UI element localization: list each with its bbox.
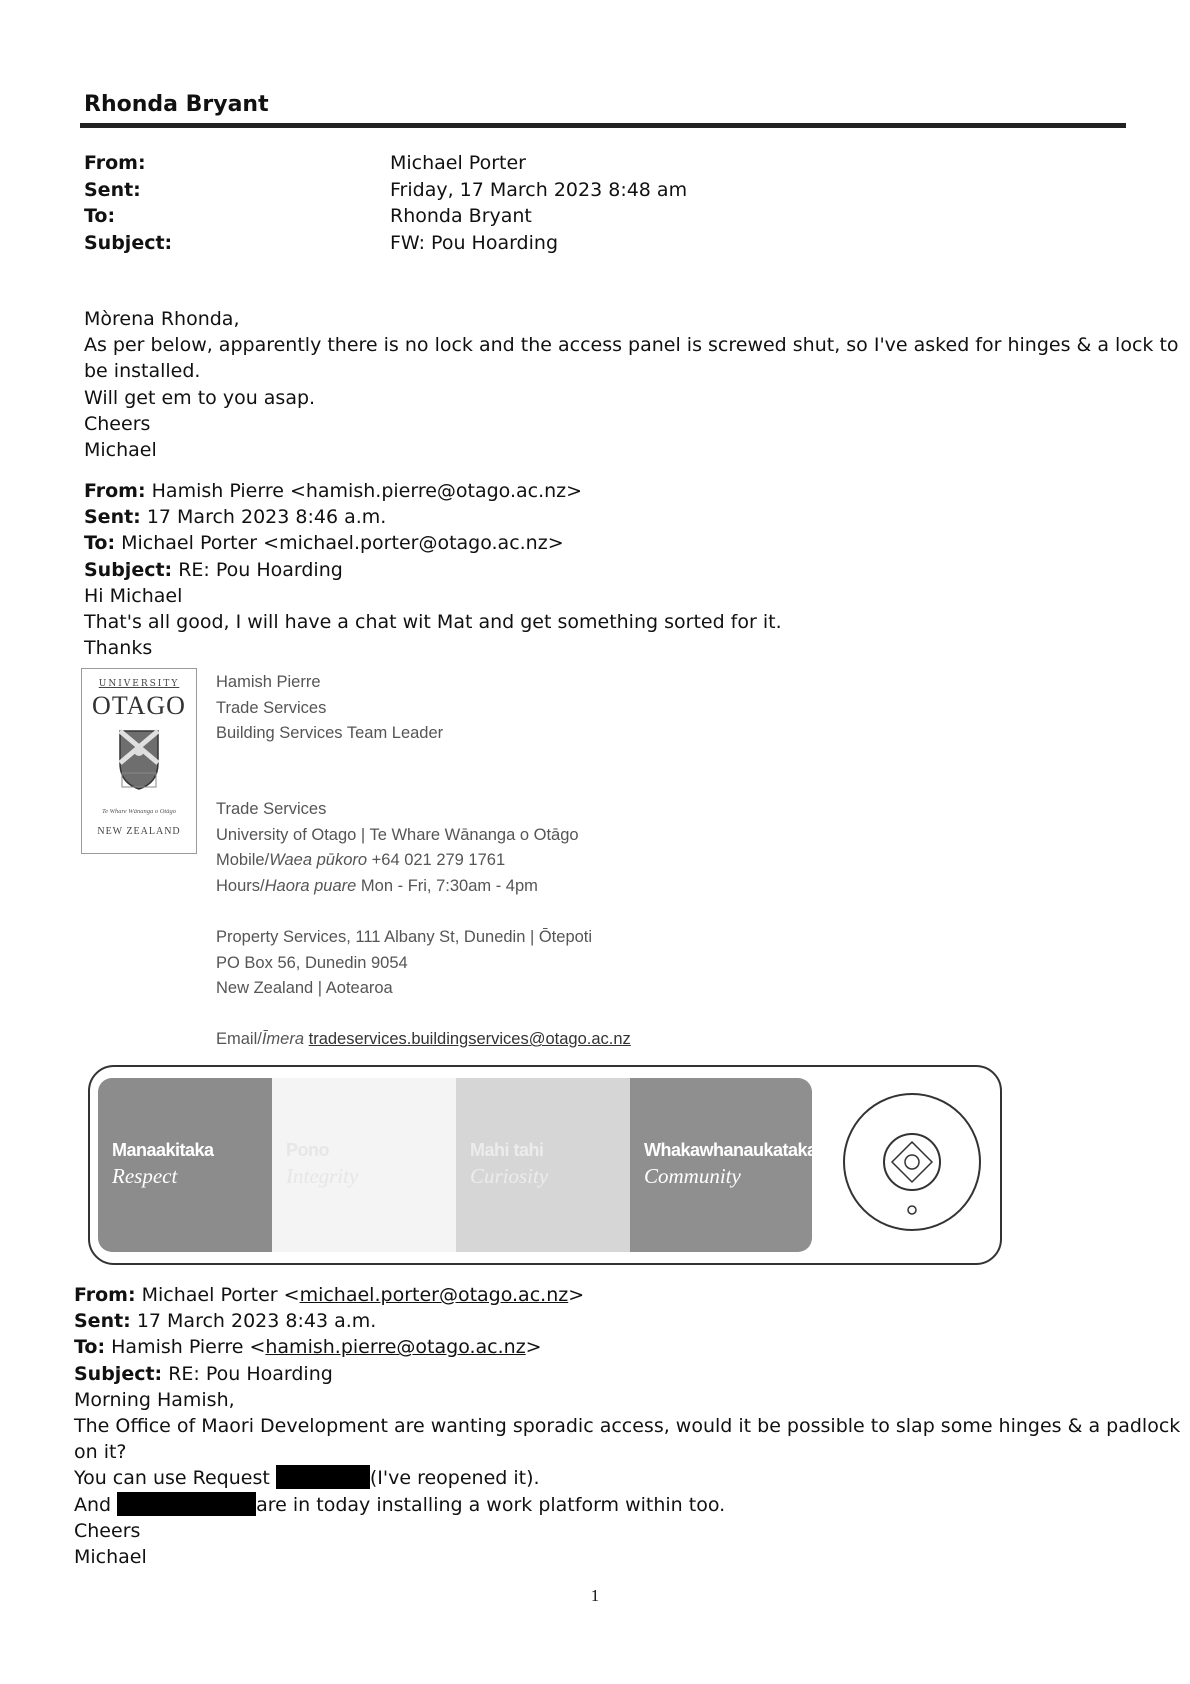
sig-mobile-label: Mobile/	[216, 851, 270, 870]
subject-label: Subject:	[84, 231, 173, 254]
crest-icon	[116, 727, 162, 793]
m3-from-label: From:	[74, 1284, 136, 1306]
from-label: From:	[84, 152, 146, 174]
sig-addr3: New Zealand | Aotearoa	[216, 979, 393, 998]
subject-value: FW: Pou Hoarding	[390, 231, 559, 254]
message-line: on it?	[74, 1441, 127, 1464]
message-1-body	[84, 306, 1179, 463]
message-line: Morning Hamish,	[74, 1388, 235, 1411]
sig-org: University of Otago | Te Whare Wānanga o Otāgo	[216, 825, 579, 844]
sig-email-link[interactable]: tradeservices.buildingservices@otago.ac.nz	[308, 1030, 631, 1048]
mailbox-owner-name: Rhonda Bryant	[84, 92, 269, 117]
message-line: Cheers	[74, 1519, 141, 1542]
m3-sent-label: Sent:	[74, 1310, 131, 1333]
message-line: be installed.	[84, 360, 201, 383]
value-maori: Pono	[286, 1140, 329, 1160]
m3-to-name: Hamish Pierre <	[105, 1336, 266, 1359]
m2-subject-value: RE: Pou Hoarding	[172, 558, 343, 581]
message-line: You can use Request	[74, 1467, 276, 1490]
message-line: (I've reopened it).	[369, 1467, 540, 1490]
value-english: Community	[644, 1164, 741, 1188]
value-maori: Mahi tahi	[470, 1140, 544, 1160]
sig-mobile-value: +64 021 279 1761	[367, 851, 506, 870]
value-panel-curiosity	[456, 1078, 630, 1252]
signature-email	[216, 1027, 631, 1053]
value-english: Integrity	[286, 1164, 359, 1188]
message-line: As per below, apparently there is no lock and the access panel is screwed shut, so I've asked for hinges & a lock to	[84, 334, 1179, 357]
m3-to-label: To:	[74, 1336, 106, 1359]
sig-dept: Trade Services	[216, 698, 327, 717]
sent-label: Sent:	[84, 178, 141, 201]
message-line: Cheers	[84, 412, 151, 435]
message-2	[84, 478, 782, 661]
sig-email-label: Email/	[216, 1030, 262, 1048]
signature-block-1	[216, 670, 443, 747]
logo-university-text: UNIVERSITY	[98, 679, 180, 689]
sig-role: Building Services Team Leader	[216, 724, 444, 743]
logo-country: NEW ZEALAND	[97, 826, 181, 837]
m3-from-email[interactable]: michael.porter@otago.ac.nz	[299, 1284, 569, 1306]
m3-sent-value: 17 March 2023 8:43 a.m.	[130, 1310, 377, 1333]
value-panel-integrity	[272, 1078, 456, 1252]
to-label: To:	[84, 205, 116, 227]
m2-sent-value: 17 March 2023 8:46 a.m.	[140, 506, 387, 529]
value-english: Respect	[112, 1164, 178, 1188]
signature-address	[216, 925, 592, 1002]
staff-values-seal-icon	[840, 1090, 984, 1234]
value-panel-community	[630, 1078, 817, 1252]
sig-dept2: Trade Services	[216, 800, 327, 818]
message-line: The Office of Maori Development are wanting sporadic access, would it be possible to slap some hinges & a padlock	[74, 1415, 1181, 1438]
sig-email-label-mi: Īmera	[261, 1030, 305, 1048]
message-3	[74, 1282, 1180, 1570]
sig-addr1: Property Services, 111 Albany St, Dunedin | Ōtepoti	[216, 928, 593, 946]
message-line: Michael	[74, 1546, 147, 1569]
value-panel-respect	[98, 1078, 272, 1252]
m2-from-label: From:	[84, 480, 146, 502]
message-line: Thanks	[84, 637, 153, 660]
value-english: Curiosity	[470, 1164, 549, 1188]
value-maori: Whakawhanaukataka	[644, 1140, 817, 1160]
m3-subject-value: RE: Pou Hoarding	[162, 1362, 333, 1385]
m2-to-label: To:	[84, 532, 116, 555]
m3-from-close: >	[568, 1284, 585, 1306]
message-line: are in today installing a work platform within too.	[256, 1493, 726, 1516]
value-maori: Manaakitaka	[112, 1140, 214, 1160]
m3-from-name: Michael Porter <	[135, 1284, 300, 1306]
logo-motto: Te Whare Wānanga o Otāgo	[102, 808, 176, 815]
page-number: 1	[590, 1586, 600, 1605]
logo-otago-text: OTAGO	[92, 691, 186, 720]
message-line: That's all good, I will have a chat wit Mat and get something sorted for it.	[84, 611, 782, 634]
m2-to-value: Michael Porter <michael.porter@otago.ac.nz>	[115, 532, 564, 555]
m3-subject-label: Subject:	[74, 1362, 163, 1385]
email-header	[84, 150, 687, 256]
message-line: And	[74, 1493, 118, 1516]
sig-name: Hamish Pierre	[216, 673, 321, 691]
header-divider	[80, 123, 1126, 128]
m2-sent-label: Sent:	[84, 506, 141, 529]
message-line: Mòrena Rhonda,	[84, 308, 240, 330]
from-value: Michael Porter	[390, 152, 526, 174]
m3-to-email[interactable]: hamish.pierre@otago.ac.nz	[265, 1336, 526, 1359]
m3-to-close: >	[525, 1336, 542, 1359]
m2-from-value: Hamish Pierre <hamish.pierre@otago.ac.nz>	[145, 480, 583, 502]
to-value: Rhonda Bryant	[390, 205, 532, 227]
message-line: Hi Michael	[84, 584, 183, 607]
message-line: Will get em to you asap.	[84, 386, 316, 409]
sent-value: Friday, 17 March 2023 8:48 am	[390, 178, 688, 201]
sig-addr2: PO Box 56, Dunedin 9054	[216, 953, 408, 972]
university-logo	[81, 668, 197, 854]
sig-hours-label-mi: Haora puare	[264, 877, 357, 896]
sig-hours-value: Mon - Fri, 7:30am - 4pm	[356, 877, 538, 896]
sig-hours-label: Hours/	[216, 877, 265, 896]
redaction-block	[276, 1465, 370, 1489]
redaction-block	[117, 1492, 256, 1516]
m2-subject-label: Subject:	[84, 558, 173, 581]
message-line: Michael	[84, 439, 157, 462]
signature-block-2	[216, 797, 579, 900]
sig-mobile-label-mi: Waea pūkoro	[269, 851, 368, 870]
